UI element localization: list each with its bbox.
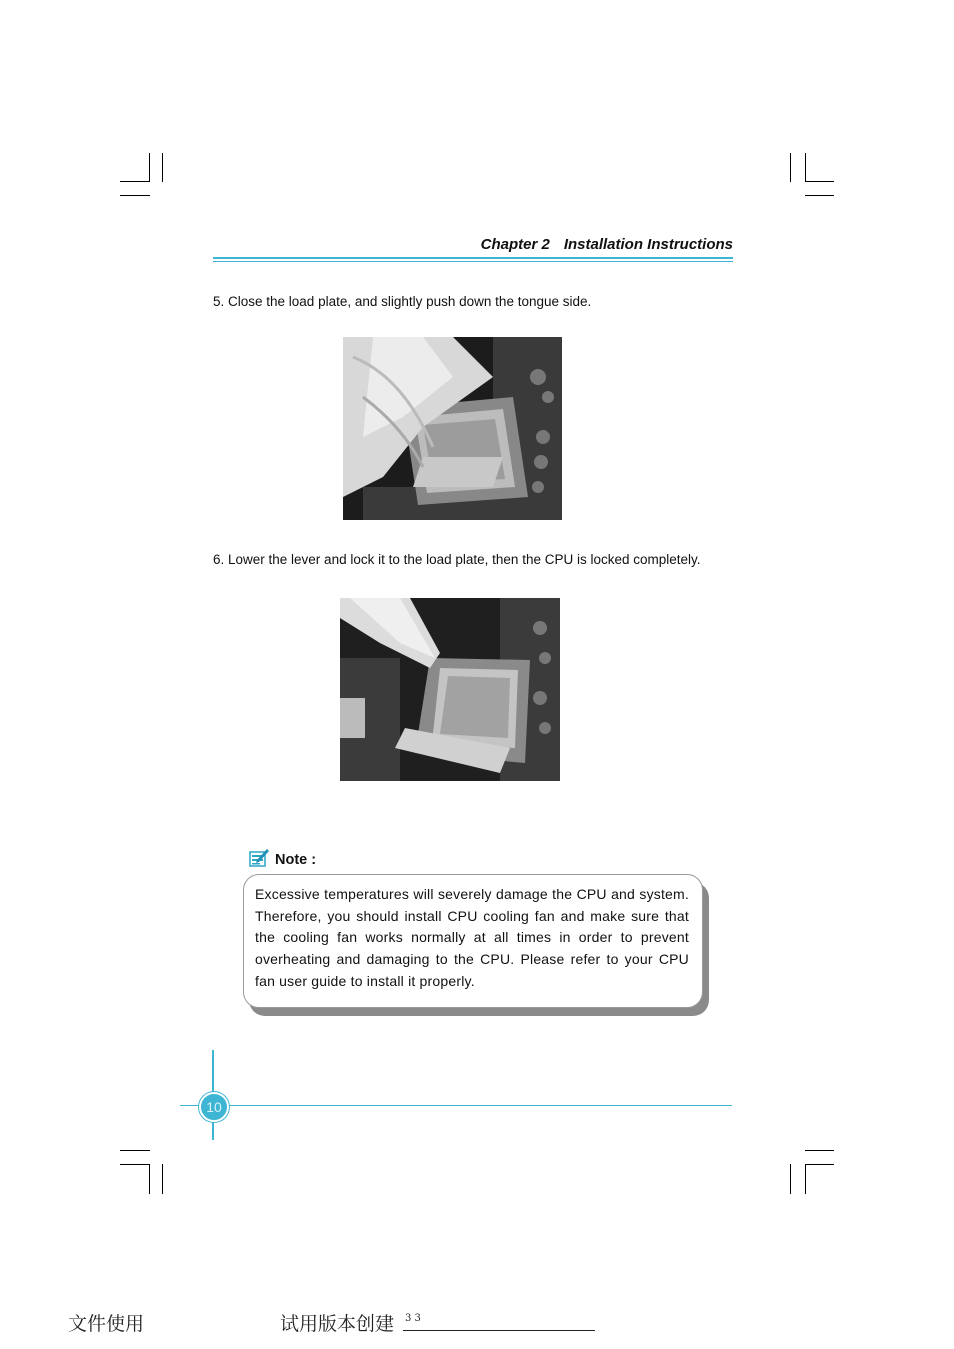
note-body: Excessive temperatures will severely damage the CPU and system. Therefore, you should install CPU cooling fan and make sure that the cooling fan works normally at all times in order to prevent overheating and damaging to the CPU. Please refer to your CPU fan user guide to install it properly.	[255, 886, 689, 989]
crop-mark	[120, 181, 150, 182]
header-rule	[213, 257, 733, 259]
note-header	[249, 848, 316, 872]
note-pencil-icon	[249, 848, 270, 872]
chapter-label: Chapter 2	[480, 236, 550, 253]
step-6-text: 6. Lower the lever and lock it to the load plate, then the CPU is locked completely.	[213, 552, 701, 567]
watermark-underline	[403, 1330, 595, 1331]
note-title: Note :	[275, 852, 317, 868]
page-number: 10	[199, 1092, 229, 1122]
cpu-load-plate-photo	[343, 337, 562, 520]
header-rule-thin	[213, 261, 733, 262]
crop-mark	[805, 153, 806, 182]
cpu-locked-photo	[340, 598, 560, 781]
crop-mark	[120, 1164, 150, 1165]
step-5-text: 5. Close the load plate, and slightly push down the tongue side.	[213, 294, 592, 309]
crop-mark	[805, 1164, 806, 1194]
chapter-header	[213, 236, 733, 256]
watermark-superscript: 3 3	[405, 1313, 421, 1324]
chapter-title: Installation Instructions	[563, 236, 733, 253]
watermark-left: 文件使用	[68, 1313, 145, 1335]
crop-mark	[805, 1150, 834, 1151]
crop-mark	[805, 1164, 834, 1165]
crop-mark	[790, 1164, 791, 1194]
crop-mark	[790, 153, 791, 182]
crop-mark	[120, 195, 150, 196]
crop-mark	[162, 153, 163, 182]
crop-mark	[162, 1164, 163, 1194]
crop-mark	[149, 153, 150, 182]
crop-mark	[120, 1150, 150, 1151]
crop-mark	[805, 195, 834, 196]
crop-mark	[805, 181, 834, 182]
crop-mark	[149, 1164, 150, 1194]
watermark-right: 试用版本创建	[280, 1313, 395, 1335]
footer-horizontal-rule	[180, 1105, 732, 1106]
